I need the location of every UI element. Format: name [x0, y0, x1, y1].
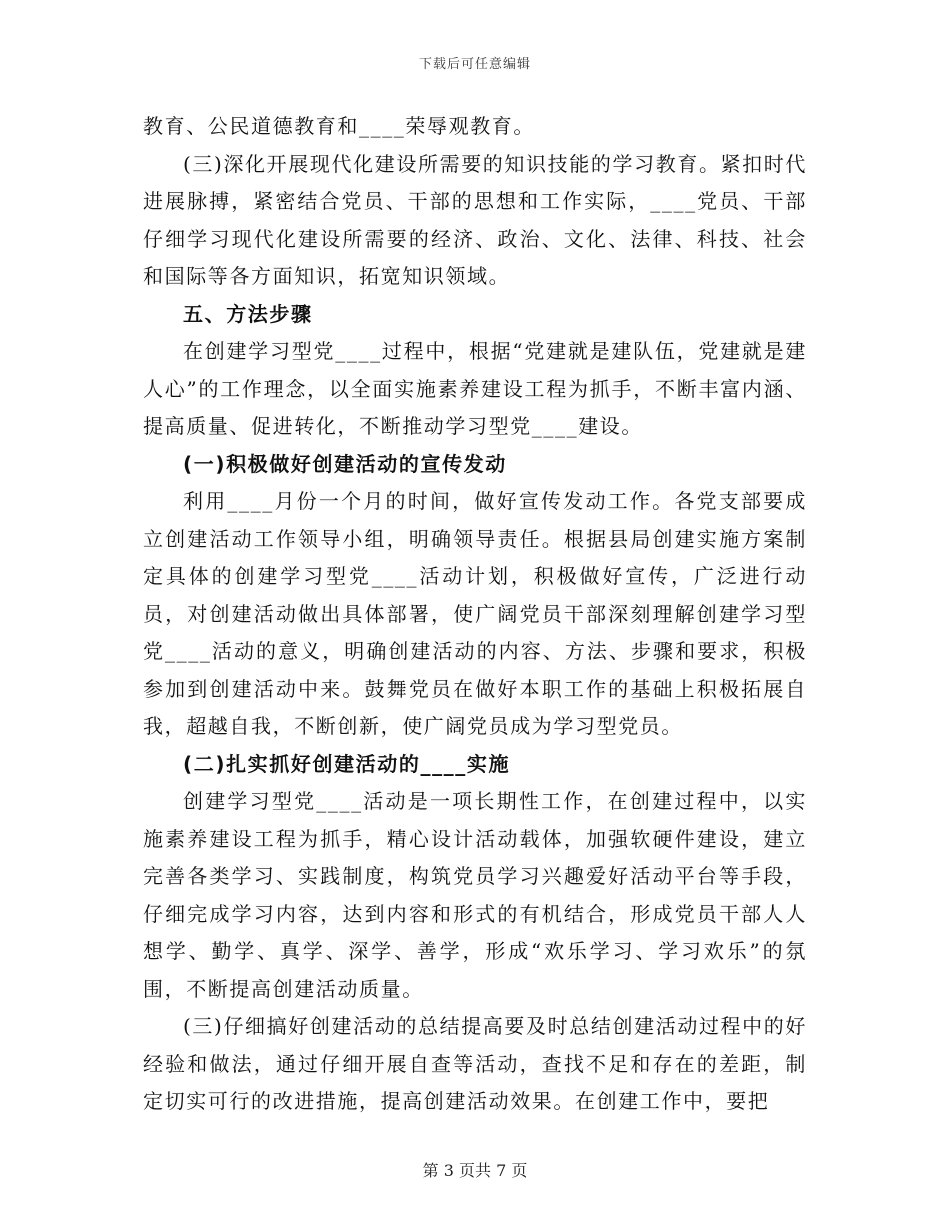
subheading-publicity: (一)积极做好创建活动的宣传发动	[183, 451, 507, 476]
paragraph-summary: (三)仔细搞好创建活动的总结提高要及时总结创建活动过程中的好经验和做法，通过仔细开展自查等活动，查找不足和存在的差距，制定切实可行的改进措施，提高创建活动效果。在创建工作中，要把	[143, 1014, 807, 1113]
section-heading-methods: 五、方法步骤	[183, 301, 313, 326]
page-header: 下载后可任意编辑	[418, 57, 531, 72]
paragraph-publicity: 利用____月份一个月的时间，做好宣传发动工作。各党支部要成立创建活动工作领导小组，明确领导责任。根据县局创建实施方案制定具体的创建学习型党____活动计划，积极做好宣传，广泛进行动员，对创建活动做出具体部署，使广阔党员干部深刻理解创建学习型党____活动的意义，明确创建活动的内容、方法、步骤和要求，积极参加到创建活动中来。鼓舞党员在做好本职工作的基础上积极拓展自我，超越自我，不断创新，使广阔党员成为学习型党员。	[143, 489, 807, 738]
paragraph-implementation: 创建学习型党____活动是一项长期性工作，在创建过程中，以实施素养建设工程为抓手，精心设计活动载体，加强软硬件建设，建立完善各类学习、实践制度，构筑党员学习兴趣爱好活动平台等手段，仔细完成学习内容，达到内容和形式的有机结合，形成党员干部人人想学、勤学、真学、深学、善学，形成“欢乐学习、学习欢乐”的氛围，不断提高创建活动质量。	[143, 789, 807, 1001]
page-footer: 第 3 页共 7 页	[422, 1161, 528, 1180]
subheading-implementation: (二)扎实抓好创建活动的____实施	[183, 751, 511, 776]
document-body	[143, 108, 807, 1121]
paragraph-methods-intro: 在创建学习型党____过程中，根据“党建就是建队伍，党建就是建人心”的工作理念，以全面实施素养建设工程为抓手，不断丰富内涵、提高质量、促进转化，不断推动学习型党____建设。	[143, 339, 807, 438]
paragraph-continuation: 教育、公民道德教育和____荣辱观教育。	[143, 114, 535, 138]
paragraph-knowledge-education: (三)深化开展现代化建设所需要的知识技能的学习教育。紧扣时代进展脉搏，紧密结合党员、干部的思想和工作实际，____党员、干部仔细学习现代化建设所需要的经济、政治、文化、法律、科技、社会和国际等各方面知识，拓宽知识领域。	[143, 151, 807, 288]
